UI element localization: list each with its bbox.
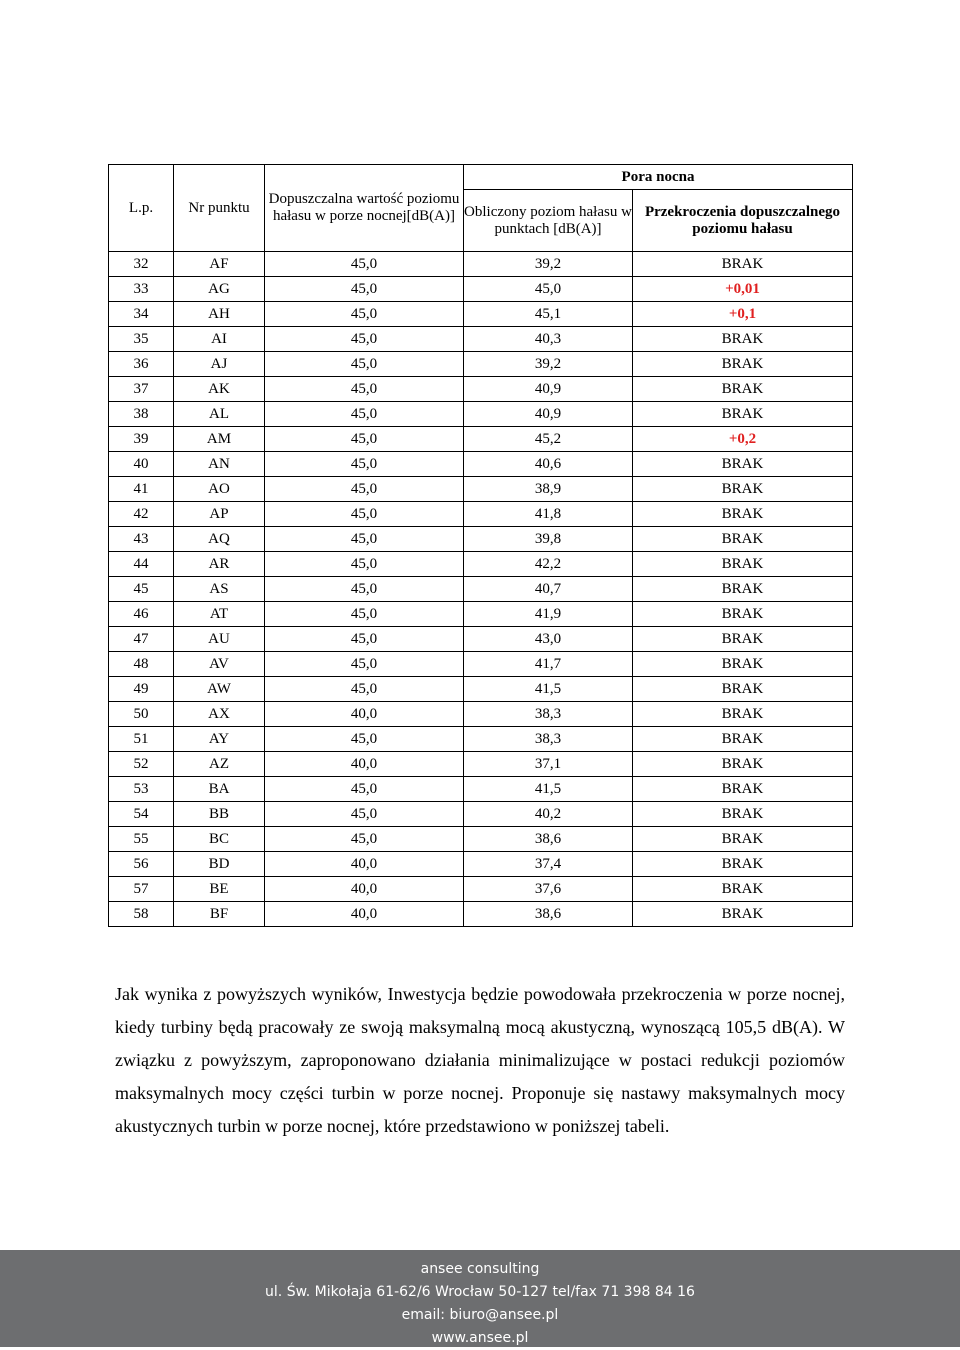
- cell-allowed: 45,0: [265, 502, 464, 527]
- cell-lp: 55: [109, 827, 174, 852]
- cell-exceedance: BRAK: [633, 752, 853, 777]
- cell-calculated: 42,2: [464, 552, 633, 577]
- cell-exceedance: BRAK: [633, 552, 853, 577]
- header-point-number: Nr punktu: [174, 165, 265, 252]
- cell-lp: 50: [109, 702, 174, 727]
- cell-point: AU: [174, 627, 265, 652]
- cell-lp: 54: [109, 802, 174, 827]
- cell-lp: 57: [109, 877, 174, 902]
- cell-exceedance: BRAK: [633, 377, 853, 402]
- cell-allowed: 45,0: [265, 527, 464, 552]
- cell-point: AQ: [174, 527, 265, 552]
- cell-lp: 52: [109, 752, 174, 777]
- cell-calculated: 38,3: [464, 702, 633, 727]
- cell-point: AG: [174, 277, 265, 302]
- cell-point: BD: [174, 852, 265, 877]
- cell-point: AO: [174, 477, 265, 502]
- cell-allowed: 45,0: [265, 827, 464, 852]
- cell-lp: 48: [109, 652, 174, 677]
- footer-address: ul. Św. Mikołaja 61-62/6 Wrocław 50-127 tel/fax 71 398 84 16: [265, 1284, 695, 1300]
- table-row: [109, 477, 853, 502]
- cell-lp: 42: [109, 502, 174, 527]
- cell-point: AX: [174, 702, 265, 727]
- table-row: [109, 427, 853, 452]
- cell-exceedance: BRAK: [633, 327, 853, 352]
- cell-exceedance: BRAK: [633, 252, 853, 277]
- cell-point: BF: [174, 902, 265, 927]
- cell-point: BB: [174, 802, 265, 827]
- cell-lp: 45: [109, 577, 174, 602]
- cell-calculated: 43,0: [464, 627, 633, 652]
- cell-exceedance: BRAK: [633, 852, 853, 877]
- cell-allowed: 40,0: [265, 852, 464, 877]
- cell-lp: 40: [109, 452, 174, 477]
- table-row: [109, 377, 853, 402]
- cell-lp: 35: [109, 327, 174, 352]
- table-row: [109, 777, 853, 802]
- cell-calculated: 40,9: [464, 377, 633, 402]
- cell-allowed: 45,0: [265, 552, 464, 577]
- cell-allowed: 45,0: [265, 602, 464, 627]
- cell-exceedance: BRAK: [633, 477, 853, 502]
- cell-lp: 32: [109, 252, 174, 277]
- cell-calculated: 45,1: [464, 302, 633, 327]
- page-footer: [0, 1250, 960, 1347]
- cell-allowed: 40,0: [265, 902, 464, 927]
- table-row: [109, 727, 853, 752]
- cell-lp: 34: [109, 302, 174, 327]
- table-row: [109, 502, 853, 527]
- cell-allowed: 45,0: [265, 427, 464, 452]
- cell-point: AZ: [174, 752, 265, 777]
- cell-point: AH: [174, 302, 265, 327]
- table-row: [109, 402, 853, 427]
- cell-calculated: 38,3: [464, 727, 633, 752]
- table-row: [109, 852, 853, 877]
- cell-point: BE: [174, 877, 265, 902]
- cell-allowed: 45,0: [265, 327, 464, 352]
- cell-allowed: 40,0: [265, 752, 464, 777]
- cell-exceedance: BRAK: [633, 777, 853, 802]
- header-night-group: Pora nocna: [464, 165, 853, 190]
- cell-allowed: 45,0: [265, 452, 464, 477]
- table-row: [109, 802, 853, 827]
- table-row: [109, 827, 853, 852]
- cell-exceedance: BRAK: [633, 802, 853, 827]
- cell-calculated: 37,4: [464, 852, 633, 877]
- table-row: [109, 752, 853, 777]
- cell-calculated: 40,3: [464, 327, 633, 352]
- cell-exceedance: BRAK: [633, 577, 853, 602]
- table-row: [109, 302, 853, 327]
- cell-calculated: 41,9: [464, 602, 633, 627]
- cell-allowed: 45,0: [265, 577, 464, 602]
- cell-point: AV: [174, 652, 265, 677]
- cell-allowed: 45,0: [265, 652, 464, 677]
- table-row: [109, 352, 853, 377]
- cell-lp: 51: [109, 727, 174, 752]
- cell-allowed: 45,0: [265, 777, 464, 802]
- cell-exceedance: +0,1: [633, 302, 853, 327]
- cell-point: AK: [174, 377, 265, 402]
- cell-lp: 44: [109, 552, 174, 577]
- cell-point: AL: [174, 402, 265, 427]
- cell-lp: 53: [109, 777, 174, 802]
- cell-exceedance: BRAK: [633, 827, 853, 852]
- cell-calculated: 40,9: [464, 402, 633, 427]
- cell-calculated: 41,8: [464, 502, 633, 527]
- header-lp: L.p.: [109, 165, 174, 252]
- cell-exceedance: BRAK: [633, 902, 853, 927]
- table-row: [109, 252, 853, 277]
- cell-point: AW: [174, 677, 265, 702]
- cell-calculated: 37,1: [464, 752, 633, 777]
- cell-allowed: 45,0: [265, 352, 464, 377]
- cell-allowed: 45,0: [265, 727, 464, 752]
- footer-email: email: biuro@ansee.pl: [401, 1307, 559, 1323]
- header-allowed-level: Dopuszczalna wartość poziomu hałasu w porze nocnej[dB(A)]: [265, 165, 464, 252]
- cell-exceedance: BRAK: [633, 677, 853, 702]
- cell-calculated: 41,7: [464, 652, 633, 677]
- cell-exceedance: BRAK: [633, 877, 853, 902]
- cell-allowed: 45,0: [265, 627, 464, 652]
- table-row: [109, 452, 853, 477]
- cell-lp: 38: [109, 402, 174, 427]
- table-body: [109, 252, 853, 927]
- cell-allowed: 45,0: [265, 277, 464, 302]
- cell-allowed: 45,0: [265, 477, 464, 502]
- table-row: [109, 702, 853, 727]
- table-row: [109, 677, 853, 702]
- cell-allowed: 40,0: [265, 877, 464, 902]
- cell-calculated: 41,5: [464, 777, 633, 802]
- cell-exceedance: BRAK: [633, 727, 853, 752]
- cell-point: AI: [174, 327, 265, 352]
- cell-exceedance: BRAK: [633, 402, 853, 427]
- cell-lp: 39: [109, 427, 174, 452]
- cell-exceedance: +0,2: [633, 427, 853, 452]
- cell-point: AT: [174, 602, 265, 627]
- table-row: [109, 627, 853, 652]
- footer-website: www.ansee.pl: [431, 1330, 529, 1346]
- cell-exceedance: BRAK: [633, 627, 853, 652]
- cell-lp: 33: [109, 277, 174, 302]
- cell-allowed: 45,0: [265, 302, 464, 327]
- table-row: [109, 327, 853, 352]
- cell-calculated: 38,6: [464, 902, 633, 927]
- cell-lp: 46: [109, 602, 174, 627]
- cell-allowed: 45,0: [265, 252, 464, 277]
- cell-calculated: 41,5: [464, 677, 633, 702]
- cell-calculated: 40,2: [464, 802, 633, 827]
- cell-exceedance: BRAK: [633, 452, 853, 477]
- table-row: [109, 602, 853, 627]
- cell-calculated: 40,6: [464, 452, 633, 477]
- cell-exceedance: BRAK: [633, 352, 853, 377]
- cell-lp: 49: [109, 677, 174, 702]
- cell-calculated: 40,7: [464, 577, 633, 602]
- cell-exceedance: BRAK: [633, 702, 853, 727]
- table-row: [109, 527, 853, 552]
- cell-calculated: 39,2: [464, 352, 633, 377]
- cell-point: AJ: [174, 352, 265, 377]
- cell-lp: 37: [109, 377, 174, 402]
- cell-point: AP: [174, 502, 265, 527]
- footer-company: ansee consulting: [420, 1261, 540, 1277]
- cell-allowed: 45,0: [265, 677, 464, 702]
- noise-results-table: [108, 164, 853, 927]
- cell-lp: 47: [109, 627, 174, 652]
- cell-allowed: 45,0: [265, 402, 464, 427]
- cell-exceedance: +0,01: [633, 277, 853, 302]
- cell-point: BC: [174, 827, 265, 852]
- cell-calculated: 38,9: [464, 477, 633, 502]
- cell-calculated: 39,8: [464, 527, 633, 552]
- cell-lp: 43: [109, 527, 174, 552]
- cell-exceedance: BRAK: [633, 527, 853, 552]
- cell-lp: 56: [109, 852, 174, 877]
- cell-point: AN: [174, 452, 265, 477]
- cell-point: AY: [174, 727, 265, 752]
- cell-calculated: 38,6: [464, 827, 633, 852]
- cell-lp: 36: [109, 352, 174, 377]
- cell-point: AS: [174, 577, 265, 602]
- table-row: [109, 577, 853, 602]
- header-exceedance: Przekroczenia dopuszczalnego poziomu hałasu: [633, 190, 853, 252]
- cell-allowed: 40,0: [265, 702, 464, 727]
- table-row: [109, 902, 853, 927]
- conclusion-paragraph: Jak wynika z powyższych wyników, Inwestycja będzie powodowała przekroczenia w porze nocnej, kiedy turbiny będą pracowały ze swoją maksymalną mocą akustyczną, wynoszącą 105,5 dB(A). W związku z powyższym, zaproponowano działania minimalizujące w postaci redukcji poziomów maksymalnych mocy części turbin w porze nocnej. Proponuje się nastawy maksymalnych mocy akustycznych turbin w porze nocnej, które przedstawiono w poniższej tabeli.: [115, 984, 845, 1136]
- cell-point: AR: [174, 552, 265, 577]
- cell-calculated: 45,2: [464, 427, 633, 452]
- cell-calculated: 45,0: [464, 277, 633, 302]
- cell-lp: 58: [109, 902, 174, 927]
- cell-point: AM: [174, 427, 265, 452]
- header-calculated-level: Obliczony poziom hałasu w punktach [dB(A)]: [464, 190, 633, 252]
- cell-point: BA: [174, 777, 265, 802]
- cell-lp: 41: [109, 477, 174, 502]
- table-row: [109, 277, 853, 302]
- cell-allowed: 45,0: [265, 802, 464, 827]
- cell-calculated: 39,2: [464, 252, 633, 277]
- table-row: [109, 877, 853, 902]
- table-row: [109, 652, 853, 677]
- cell-exceedance: BRAK: [633, 652, 853, 677]
- cell-exceedance: BRAK: [633, 502, 853, 527]
- table-row: [109, 552, 853, 577]
- cell-allowed: 45,0: [265, 377, 464, 402]
- cell-exceedance: BRAK: [633, 602, 853, 627]
- cell-calculated: 37,6: [464, 877, 633, 902]
- cell-point: AF: [174, 252, 265, 277]
